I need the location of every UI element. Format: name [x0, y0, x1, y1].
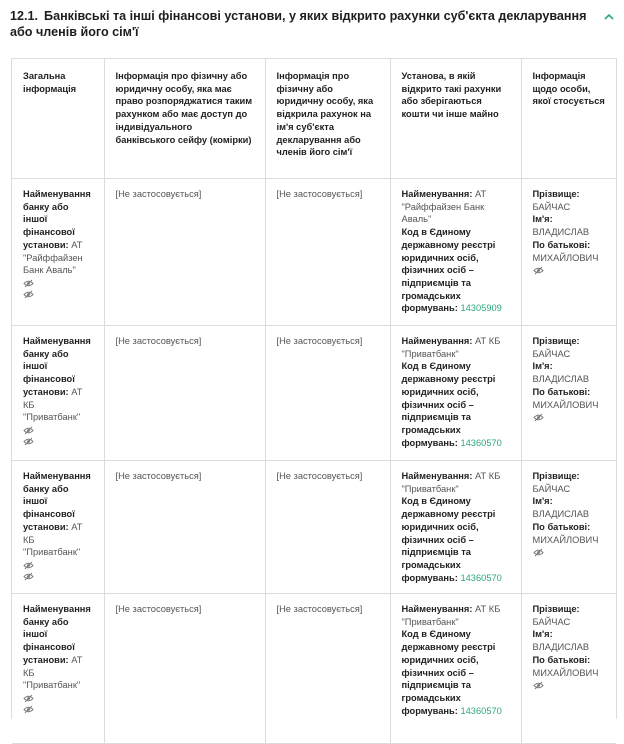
institution-name-value: АТ "Райффайзен Банк Аваль"	[401, 189, 487, 225]
related-person-cell	[521, 594, 616, 744]
surname-value: БАЙЧАС	[532, 616, 571, 627]
header-related-person: Інформація щодо особи, якої стосується	[521, 59, 616, 179]
institution-name-label: Найменування:	[401, 604, 473, 614]
access-person-cell: [Не застосовується]	[104, 179, 265, 326]
name-label: Ім'я:	[532, 496, 553, 507]
table-row	[12, 594, 616, 744]
header-institution: Установа, в якій відкрито такі рахунки або зберігаються кошти чи інше майно	[390, 59, 521, 179]
institution-name-label: Найменування:	[401, 189, 473, 199]
name-value: ВЛАДИСЛАВ	[532, 374, 590, 385]
eye-off-icon	[23, 426, 34, 435]
institution-cell	[390, 461, 521, 594]
patronymic-label: По батькові:	[532, 521, 591, 532]
eye-off-icon	[533, 413, 544, 422]
table-row	[12, 461, 616, 594]
bank-name-value: АТ КБ "Приватбанк"	[23, 654, 83, 691]
patronymic-label: По батькові:	[532, 386, 591, 397]
related-person-cell	[521, 326, 616, 461]
opener-person-cell: [Не застосовується]	[265, 179, 390, 326]
opener-person-cell: [Не застосовується]	[265, 594, 390, 744]
eye-off-icon	[23, 437, 34, 446]
surname-label: Прізвище:	[532, 471, 580, 481]
name-label: Ім'я:	[532, 214, 553, 225]
patronymic-value: МИХАЙЛОВИЧ	[532, 534, 599, 545]
name-label: Ім'я:	[532, 629, 553, 640]
edrpou-label: Код в Єдиному державному реєстрі юридичних осіб, фізичних осіб – підприємців та громадських формувань:	[401, 629, 496, 716]
eye-off-icon	[533, 266, 544, 275]
access-person-cell: [Не застосовується]	[104, 594, 265, 744]
access-person-cell: [Не застосовується]	[104, 461, 265, 594]
related-person-cell	[521, 461, 616, 594]
section-title	[10, 8, 595, 40]
patronymic-value: МИХАЙЛОВИЧ	[532, 399, 599, 410]
bank-name-label: Найменування банку або іншої фінансової установи:	[23, 336, 91, 397]
eye-off-icon	[23, 694, 34, 703]
eye-off-icon	[23, 705, 34, 714]
accounts-table	[11, 58, 617, 719]
table-row	[12, 179, 616, 326]
eye-off-icon	[23, 572, 34, 581]
eye-off-icon	[23, 279, 34, 288]
bank-name-label: Найменування банку або іншої фінансової установи:	[23, 604, 91, 665]
surname-value: БАЙЧАС	[532, 483, 571, 494]
surname-label: Прізвище:	[532, 604, 580, 614]
bank-name-value: АТ КБ "Приватбанк"	[23, 521, 83, 558]
institution-cell	[390, 594, 521, 744]
header-opener-person: Інформація про фізичну або юридичну особу, яка відкрила рахунок на ім'я суб'єкта декларування або членів його сім'ї	[265, 59, 390, 179]
edrpou-code[interactable]: 14360570	[460, 437, 502, 448]
patronymic-label: По батькові:	[532, 654, 591, 665]
surname-label: Прізвище:	[532, 189, 580, 199]
related-person-cell	[521, 179, 616, 326]
general-info-cell	[12, 461, 104, 594]
patronymic-value: МИХАЙЛОВИЧ	[532, 667, 599, 678]
chevron-up-icon[interactable]	[602, 12, 616, 22]
institution-name-value: АТ КБ "Приватбанк"	[401, 336, 501, 359]
eye-off-icon	[23, 561, 34, 570]
table-row	[12, 326, 616, 461]
surname-value: БАЙЧАС	[532, 348, 571, 359]
eye-off-icon	[533, 548, 544, 557]
section-number: 12.1.	[10, 9, 39, 23]
institution-cell	[390, 179, 521, 326]
edrpou-code[interactable]: 14360570	[460, 572, 502, 583]
name-value: ВЛАДИСЛАВ	[532, 642, 590, 653]
institution-name-label: Найменування:	[401, 471, 473, 481]
institution-name-value: АТ КБ "Приватбанк"	[401, 471, 501, 494]
section-title-text: Банківські та інші фінансові установи, у яких відкрито рахунки суб'єкта декларування або членів його сім'ї	[10, 9, 587, 39]
table-header-row	[12, 59, 616, 179]
general-info-cell	[12, 594, 104, 744]
eye-off-icon	[23, 290, 34, 299]
eye-off-icon	[533, 681, 544, 690]
surname-label: Прізвище:	[532, 336, 580, 346]
edrpou-label: Код в Єдиному державному реєстрі юридичних осіб, фізичних осіб – підприємців та громадських формувань:	[401, 496, 496, 583]
access-person-cell: [Не застосовується]	[104, 326, 265, 461]
patronymic-value: МИХАЙЛОВИЧ	[532, 252, 599, 263]
header-general: Загальна інформація	[12, 59, 104, 179]
bank-name-value: АТ КБ "Приватбанк"	[23, 386, 83, 423]
opener-person-cell: [Не застосовується]	[265, 461, 390, 594]
bank-name-label: Найменування банку або іншої фінансової установи:	[23, 471, 91, 532]
general-info-cell	[12, 179, 104, 326]
institution-name-value: АТ КБ "Приватбанк"	[401, 604, 501, 627]
institution-name-label: Найменування:	[401, 336, 473, 346]
opener-person-cell: [Не застосовується]	[265, 326, 390, 461]
edrpou-code[interactable]: 14360570	[460, 705, 502, 716]
bank-name-label: Найменування банку або іншої фінансової установи:	[23, 189, 91, 250]
name-value: ВЛАДИСЛАВ	[532, 227, 590, 238]
name-label: Ім'я:	[532, 361, 553, 372]
patronymic-label: По батькові:	[532, 239, 591, 250]
institution-cell	[390, 326, 521, 461]
general-info-cell	[12, 326, 104, 461]
edrpou-label: Код в Єдиному державному реєстрі юридичних осіб, фізичних осіб – підприємців та громадських формувань:	[401, 227, 496, 314]
name-value: ВЛАДИСЛАВ	[532, 509, 590, 520]
edrpou-code[interactable]: 14305909	[460, 303, 502, 314]
bank-name-value: АТ "Райффайзен Банк Аваль"	[23, 239, 83, 276]
surname-value: БАЙЧАС	[532, 201, 571, 212]
header-access-person: Інформація про фізичну або юридичну особу, яка має право розпоряджатися таким рахунком або має доступ до індивідуального банківського сейфу (комірки)	[104, 59, 265, 179]
edrpou-label: Код в Єдиному державному реєстрі юридичних осіб, фізичних осіб – підприємців та громадських формувань:	[401, 361, 496, 448]
